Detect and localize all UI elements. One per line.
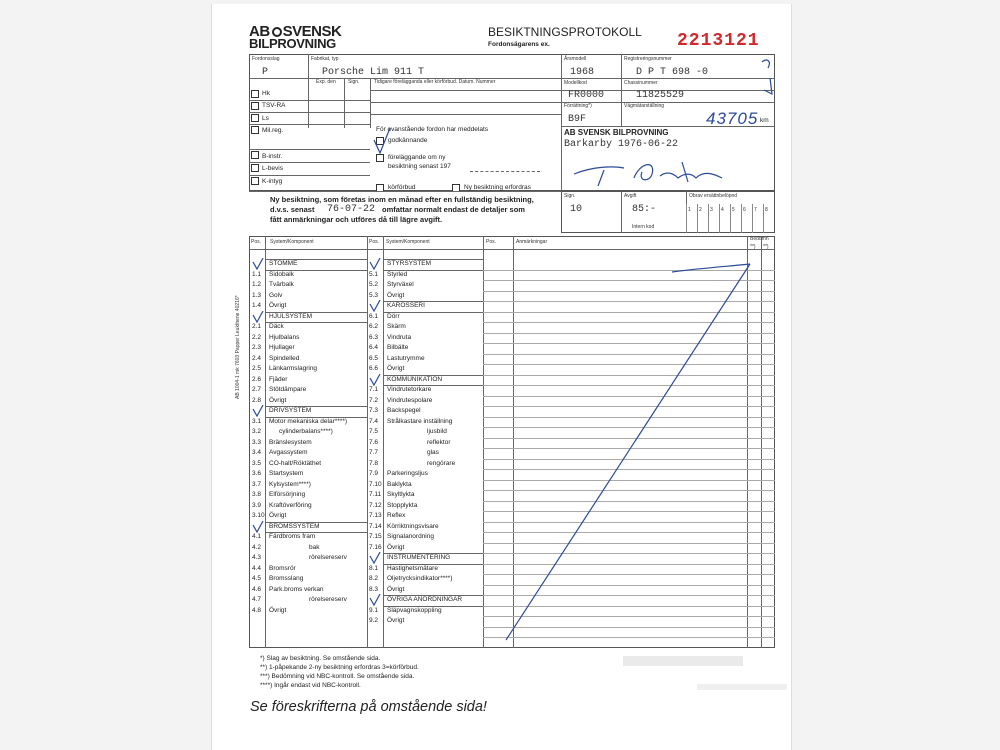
component-label: Dörr [387,312,400,320]
arsmodell-label: Årsmodell [564,56,587,62]
intern-code-divider [719,204,720,233]
chassinr-label: Chassinummer [624,80,658,86]
component-label: Vindrutespolare [387,396,433,404]
footnote: ****) Ingår endast vid NBC-kontroll. [260,682,361,689]
regnr-label: Registreringsnummer [624,56,672,62]
component-label: Fjäder [269,375,288,383]
component-label: Motor mekaniska delar****) [269,417,348,425]
component-label: rengörare [427,459,456,467]
right-pos: 7.15 [369,533,382,540]
component-label: Kraftöverföring [269,501,312,509]
hdr-stars-1: **) [750,244,756,250]
left-pos: 2.6 [252,375,262,383]
fabrikat-value: Porsche Lim 911 T [322,67,425,78]
component-label: Övrigt [269,396,287,404]
component-label: ljusbild [427,428,447,435]
handwritten-marks [752,54,782,99]
right-pos: 7.8 [369,459,379,467]
chassinr-value: 11825529 [636,90,685,101]
left-pos: 1.2 [252,281,262,288]
left-pos: 1.4 [252,302,262,309]
component-label: Hastighetsmätare [387,564,438,572]
component-label: Oljetrycksindikator****) [387,575,453,582]
component-label: Lastutrymme [387,354,425,362]
right-pos: 7.14 [369,522,382,530]
right-pos: 7.4 [369,417,379,425]
hdr-pos-anm: Pos. [486,239,497,245]
right-pos: 9.1 [369,606,379,614]
component-label: Vindruta [387,333,412,341]
right-pos: 7.10 [369,480,382,488]
left-pos: 4.5 [252,575,262,582]
bleed-through [623,656,743,666]
right-pos: 8.2 [369,575,379,582]
left-pos: 3.5 [252,459,262,467]
component-label: Skärm [387,323,406,330]
col-tidigare: Tidigare förelägganda eller körförbud. Datum. Nummer [374,79,496,85]
right-pos: 7.3 [369,407,379,414]
right-pos: 7.11 [369,491,382,498]
left-pos: 3.7 [252,480,262,488]
sign-label: Sign. [564,193,576,199]
left-pos: 4.4 [252,564,262,572]
hdr-pos-left: Pos. [251,239,262,245]
right-pos: 6.5 [369,354,379,362]
protocol-sheet [211,4,792,750]
signature-text: T. Pedersen [574,188,580,189]
checkbox-forelaggande[interactable] [376,154,384,162]
forrattning-label: Förrättning*) [564,103,592,109]
intern-code-divider [752,204,753,233]
component-label: Golv [269,291,283,299]
checkbox-tsv[interactable] [251,102,259,110]
section-heading: INSTRUMENTERING [387,554,451,561]
section-tick-icon [368,594,382,606]
component-label: Hjulbalans [269,333,300,341]
modellkod-value: FR0000 [568,90,605,101]
footnote: ***) Bedömning vid NBC-kontroll. Se omstående sida. [260,673,415,680]
sign-value: 10 [570,204,583,215]
footnote: **) 1-påpekande 2-ny besiktning erfordras 3=körförbud. [260,664,419,671]
section-tick-icon [251,258,265,270]
left-pos: 3.8 [252,491,262,498]
pen-mark [762,60,769,68]
left-pos: 3.3 [252,438,262,446]
section-tick-icon [368,374,382,386]
component-label: Strålkastare inställning [387,417,453,425]
left-pos: 2.2 [252,333,262,341]
right-pos: 8.3 [369,585,379,593]
component-label: rörelsereserv [309,596,347,603]
serial-number: 2213121 [677,31,760,51]
left-pos: 2.3 [252,344,262,351]
ny-line1: Ny besiktning, som företas inom en månad efter en fullständig besiktning, [270,195,534,204]
right-pos: 7.2 [369,396,379,404]
hdr-pos-right: Pos. [369,239,380,245]
left-pos: 2.8 [252,396,262,404]
right-pos: 6.1 [369,312,379,320]
row-label-kintyg: K-intyg [262,178,283,185]
component-label: cylinderbalans****) [279,428,333,435]
ny-line2a: d.v.s. senast [270,205,315,214]
checkbox-binstr[interactable] [251,151,259,159]
component-label: Vindrutetorkare [387,386,432,393]
station-title: AB SVENSK BILPROVNING [564,128,669,137]
section-heading: HJULSYSTEM [269,312,312,320]
regnr-value: D P T 698 -0 [636,67,709,78]
component-label: Stopplykta [387,501,418,509]
intern-code-divider [708,204,709,233]
left-pos: 4.1 [252,533,262,540]
section-tick-icon [251,311,265,323]
component-label: rörelsereserv [309,554,347,561]
strike-line [502,254,762,644]
intern-label: Intern kod [632,224,655,230]
component-label: Övrigt [269,512,287,519]
component-label: Övrigt [387,291,405,299]
approval-line1: För ovanstående fordon har meddelats [376,126,489,133]
side-print: AB 1004-1 mk 7603 Papper Leukthene 40216* [235,295,241,399]
right-pos: 5.1 [369,270,379,278]
row-label-tsv: TSV-RA [262,102,286,109]
component-label: Park.broms verkan [269,585,324,593]
footer-note: Se föreskrifterna på omstående sida! [250,699,487,715]
component-label: CO-halt/Röktäthet [269,459,322,467]
component-label: Skyltlykta [387,491,415,498]
component-label: Kylsystem****) [269,480,311,488]
left-pos: 4.6 [252,585,262,593]
right-pos: 7.9 [369,470,379,477]
avgift-value: 85:- [632,204,657,215]
intern-code-divider [763,204,764,233]
footnote: *) Slag av besiktning. Se omstående sida. [260,655,381,662]
component-label: Tvärbalk [269,281,294,288]
pen-mark [764,78,772,94]
section-tick-icon [251,405,265,417]
left-pos: 2.5 [252,365,262,372]
right-pos: 7.13 [369,512,382,519]
component-label: Baklykta [387,480,412,488]
left-pos: 4.3 [252,554,262,561]
intern-code-divider [697,204,698,233]
row-label-hk: Hk [262,90,270,97]
left-pos: 4.7 [252,596,262,603]
component-label: Övrigt [269,302,287,309]
section-heading: BROMSSYSTEM [269,522,320,530]
opt-ny: Ny besiktning erfordras [464,184,531,191]
component-label: Körriktningsvisare [387,522,439,530]
intern-code-digit: 3 [710,207,713,213]
km-unit: km [760,117,769,124]
component-label: Släpvagnskoppling [387,606,442,614]
right-pos: 7.5 [369,428,379,435]
fordonsslag-value: P [262,67,269,78]
hdr-komp-left: System/Komponent [270,239,314,245]
fabrikat-label: Fabrikat, typ [311,56,339,62]
section-tick-icon [368,300,382,312]
component-label: Övrigt [387,365,405,372]
ny-line2b: omfattar normalt endast de detaljer som [382,205,525,214]
form-title: BESIKTNINGSPROTOKOLL [488,25,642,39]
intern-code-digit: 2 [699,207,702,213]
section-tick-icon [368,258,382,270]
right-pos: 6.4 [369,344,379,351]
avgift-label: Avgift [624,193,637,199]
right-pos: 7.16 [369,543,382,551]
vagmatar-label: Vägmätarställning [624,103,665,109]
opt-korforbud: körförbud [388,184,416,191]
right-pos: 6.2 [369,323,379,330]
component-label: Styrväxel [387,281,414,288]
ny-date: 76-07-22 [327,204,376,215]
row-label-ls: Ls [262,115,269,122]
right-pos: 8.1 [369,564,379,572]
right-pos: 7.6 [369,438,379,446]
logo: AB SVENSK [249,23,342,40]
component-label: Bromsslang [269,575,304,582]
right-pos: 7.7 [369,449,379,456]
component-label: Bilbälte [387,344,409,351]
checkbox-milreg[interactable] [251,126,259,134]
right-pos: 9.2 [369,617,379,624]
intern-code-digit: 6 [743,207,746,213]
section-heading: ÖVRIGA ANORDNINGAR [387,596,463,603]
left-pos: 3.6 [252,470,262,477]
forrattning-value: B9F [568,114,587,125]
component-label: Signalanordning [387,533,434,540]
left-pos: 2.4 [252,354,262,362]
component-label: Däck [269,323,284,330]
left-pos: 2.1 [252,323,262,330]
hdr-bedomn: Bedömn [750,236,769,242]
right-pos: 7.1 [369,386,379,393]
component-label: reflektor [427,438,451,446]
checkbox-lbevis[interactable] [251,164,259,172]
component-label: Reflex [387,512,406,519]
component-label: Övrigt [269,606,287,614]
left-pos: 3.10 [252,512,265,519]
left-pos: 3.4 [252,449,262,456]
obrav-label: Obrav ersättnbelöpnd [689,193,738,199]
intern-code-digit: 1 [688,207,691,213]
modellkod-label: Modellkod [564,80,587,86]
arsmodell-value: 1968 [570,67,595,78]
component-label: Spindelled [269,354,300,362]
component-label: glas [427,449,439,456]
left-pos: 3.9 [252,501,262,509]
logo-line2: BILPROVNING [249,36,336,51]
signature [564,152,739,190]
station-value: Barkarby 1976-06-22 [564,139,679,150]
hdr-stars-2: **) [763,244,769,250]
checkbox-kintyg[interactable] [251,177,259,185]
section-heading: STYRSYSTEM [387,260,432,267]
component-label: Länkarmslagring [269,365,318,372]
vagmatar-value: 43705 [706,109,759,128]
ny-line3: fått anmärkningar och utföres då till lägre avgift. [270,215,443,224]
intern-code-digit: 4 [721,207,724,213]
component-label: Startsystem [269,470,304,477]
intern-code-digit: 8 [765,207,768,213]
right-pos: 6.6 [369,365,379,372]
left-pos: 1.1 [252,270,262,278]
form-subtitle: Fordonsägarens ex. [488,41,550,48]
section-tick-icon [368,552,382,564]
left-pos: 3.2 [252,428,262,435]
component-label: Färdbroms fram [269,533,316,540]
component-label: Backspegel [387,407,421,414]
component-label: Övrigt [387,585,405,593]
hdr-anmarkningar: Anmärkningar [516,239,548,245]
pen-mark [506,264,750,640]
component-label: Hjullager [269,344,295,351]
opt-godkannande: godkännande [388,137,428,144]
opt-forelaggande1: föreläggande om ny [388,154,446,161]
section-heading: DRIVSYSTEM [269,407,312,414]
right-pos: 5.3 [369,291,379,299]
intern-code-grid [686,207,775,233]
section-heading: KAROSSERI [387,302,425,309]
left-pos: 4.2 [252,543,262,551]
left-pos: 2.7 [252,386,262,393]
opt-forelaggande2: besiktning senast 197 [388,163,451,170]
component-label: bak [309,543,320,551]
component-label: Övrigt [387,543,405,551]
pen-mark [672,264,750,272]
bleed-through [697,684,787,690]
hdr-komp-right: System/Komponent [386,239,430,245]
fordonsslag-label: Fordonsslag [252,56,280,62]
right-pos: 5.2 [369,281,379,288]
left-pos: 1.3 [252,291,262,299]
section-heading: KOMMUNIKATION [387,375,443,383]
component-label: Parkeringsljus [387,470,428,477]
row-label-milreg: Mil.reg. [262,127,284,134]
right-pos: 6.3 [369,333,379,341]
col-sign: Sign. [348,79,360,85]
intern-code-digit: 7 [754,207,757,213]
row-label-binstr: B-instr. [262,153,283,160]
checkbox-ls[interactable] [251,114,259,122]
intern-code-divider [686,204,687,233]
row-label-lbevis: L-bevis [262,165,283,172]
left-pos: 3.1 [252,417,262,425]
col-exp: Exp. den [316,79,336,85]
component-label: Bränslesystem [269,438,312,446]
component-label: Elförsörjning [269,491,306,498]
checkbox-hk[interactable] [251,90,259,98]
component-label: Bromsrör [269,564,296,572]
component-label: Sidobalk [269,270,294,278]
intern-code-divider [730,204,731,233]
right-pos: 7.12 [369,501,382,509]
approval-tick-icon [372,126,392,156]
component-label: Övrigt [387,617,405,624]
left-pos: 4.8 [252,606,262,614]
pen-mark [374,128,390,153]
section-heading: STOMME [269,260,298,267]
component-label: Avgassystem [269,449,308,456]
intern-code-digit: 5 [732,207,735,213]
intern-code-divider [741,204,742,233]
component-label: Stötdämpare [269,386,307,393]
section-tick-icon [251,521,265,533]
component-label: Styrled [387,270,408,278]
